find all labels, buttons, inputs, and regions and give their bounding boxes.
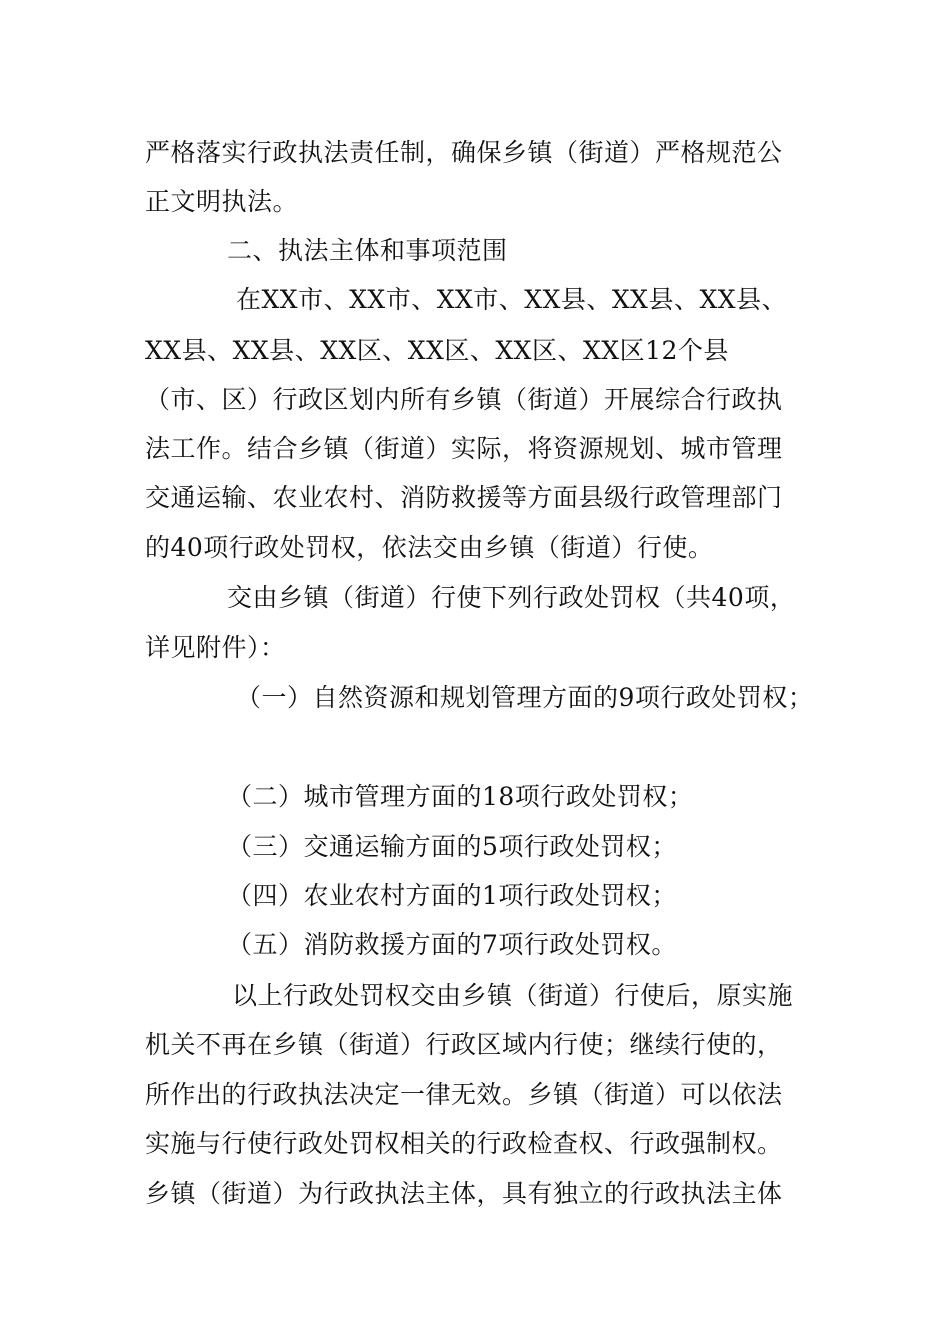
body-text-line: 的40项行政处罚权，依法交由乡镇（街道）行使。 [145, 533, 714, 562]
body-text-line: （市、区）行政区划内所有乡镇（街道）开展综合行政执 [145, 385, 783, 414]
body-text-line: 在XX市、XX市、XX市、XX县、XX县、XX县、 [236, 285, 788, 314]
body-text-line: 交由乡镇（街道）行使下列行政处罚权（共40项， [227, 583, 796, 612]
body-text-line: 机关不再在乡镇（街道）行政区域内行使；继续行使的， [145, 1030, 783, 1059]
list-item: （二）城市管理方面的18项行政处罚权； [227, 782, 694, 811]
list-item: （三）交通运输方面的5项行政处罚权； [227, 832, 677, 861]
body-text-line: 详见附件）： [145, 633, 286, 662]
body-text-line: 严格落实行政执法责任制，确保乡镇（街道）严格规范公 [145, 138, 783, 167]
section-heading: 二、执法主体和事项范围 [227, 236, 508, 265]
body-text-line: 交通运输、农业农村、消防救援等方面县级行政管理部门 [145, 483, 783, 512]
body-text-line: XX县、XX县、XX区、XX区、XX区、XX区12个县 [145, 336, 729, 365]
body-text-line: 实施与行使行政处罚权相关的行政检查权、行政强制权。 [145, 1129, 783, 1158]
list-item: （四）农业农村方面的1项行政处罚权； [227, 881, 677, 910]
body-text-line: 乡镇（街道）为行政执法主体，具有独立的行政执法主体 [145, 1179, 783, 1208]
body-text-line: 所作出的行政执法决定一律无效。乡镇（街道）可以依法 [145, 1080, 783, 1109]
body-text-line: 法工作。结合乡镇（街道）实际，将资源规划、城市管理 [145, 434, 783, 463]
list-item: （一）自然资源和规划管理方面的9项行政处罚权； [236, 683, 814, 712]
body-text-line: 正文明执法。 [145, 187, 299, 216]
list-item: （五）消防救援方面的7项行政处罚权。 [227, 930, 677, 959]
body-text-line: 以上行政处罚权交由乡镇（街道）行使后，原实施 [232, 981, 794, 1010]
